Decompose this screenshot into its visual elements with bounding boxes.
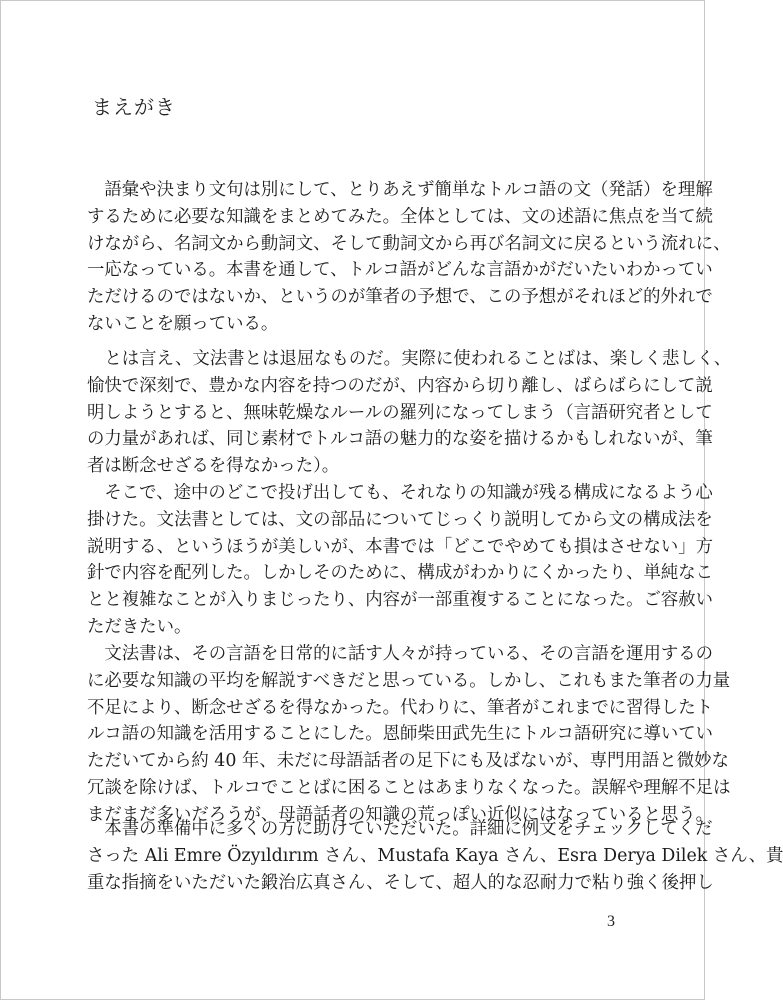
text-line: 者は断念せざるを得なかった）。 [87,456,340,477]
text-line: の力量があれば、同じ素材でトルコ語の魅力的な姿を描けるかもしれないが、筆 [87,429,713,450]
page-number: 3 [607,913,615,930]
paragraph-5 [87,816,783,896]
text-line: さった Ali Emre Özyıldırım さん、Mustafa Kaya さん、Esra Derya Dilek さん、貴 [87,845,783,866]
text-line: とと複雑なことが入りまじったり、内容が一部重複することになった。ご容赦い [87,590,714,611]
text-line: 針で内容を配列した。しかしそのために、構成がわかりにくかったり、単純なこ [87,563,714,584]
text-line: 不足により、断念せざるを得なかった。代わりに、筆者がこれまでに習得したト [87,697,714,718]
text-line: に必要な知識の平均を解説すべきだと思っている。しかし、これもまた筆者の力量 [87,670,731,691]
text-line: 説明する、というほうが美しいが、本書では「どこでやめても損はさせない」方 [87,536,714,557]
text-line: ただけるのではないか、というのが筆者の予想で、この予想がそれほど的外れで [87,287,713,308]
text-line: ルコ語の知識を活用することにした。恩師柴田武先生にトルコ語研究に導いてい [87,724,714,745]
text-line: 語彙や決まり文句は別にして、とりあえず簡単なトルコ語の文（発話）を理解 [87,180,713,200]
text-line: ただいてから約 40 年、未だに母語話者の足下にも及ばないが、専門用語と微妙な [87,751,729,772]
paragraph-3 [87,480,714,641]
text-line: ないことを願っている。 [87,313,279,334]
text-line: まだまだ多いだろうが、母語話者の知識の荒っぽい近似にはなっていると思う。 [87,804,714,825]
text-line: 明しようとすると、無味乾燥なルールの羅列になってしまう（言語研究者として [87,402,713,423]
page-title: まえがき [92,95,176,119]
text-line: 冗談を除けば、トルコでことばに困ることはあまりなくなった。誤解や理解不足は [87,777,731,798]
paragraph-1 [87,177,731,338]
text-line: 本書の準備中に多くの方に助けていただいた。詳細に例文をチェックしてくだ [87,819,713,839]
text-line: するために必要な知識をまとめてみた。全体としては、文の述語に焦点を当て続 [87,206,714,227]
text-line: 文法書は、その言語を日常的に話す人々が持っている、その言語を運用するの [87,644,714,664]
text-line: ただきたい。 [87,616,192,637]
paragraph-2 [87,346,732,480]
text-line: そこで、途中のどこで投げ出しても、それなりの知識が残る構成になるよう心 [87,483,713,503]
text-line: けながら、名詞文から動詞文、そして動詞文から再び名詞文に戻るという流れに、 [87,233,731,254]
text-line: とは言え、文法書とは退屈なものだ。実際に使われることばは、楽しく悲しく、 [87,349,732,369]
text-line: 掛けた。文法書としては、文の部品についてじっくり説明してから文の構成法を [87,509,713,530]
text-line: 一応なっている。本書を通して、トルコ語がどんな言語かがだいたいわかってい [87,260,713,281]
text-line: 愉快で深刻で、豊かな内容を持つのだが、内容から切り離し、ばらばらにして説 [87,375,713,396]
text-line: 重な指摘をいただいた鍛治広真さん、そして、超人的な忍耐力で粘り強く後押し [87,872,714,893]
